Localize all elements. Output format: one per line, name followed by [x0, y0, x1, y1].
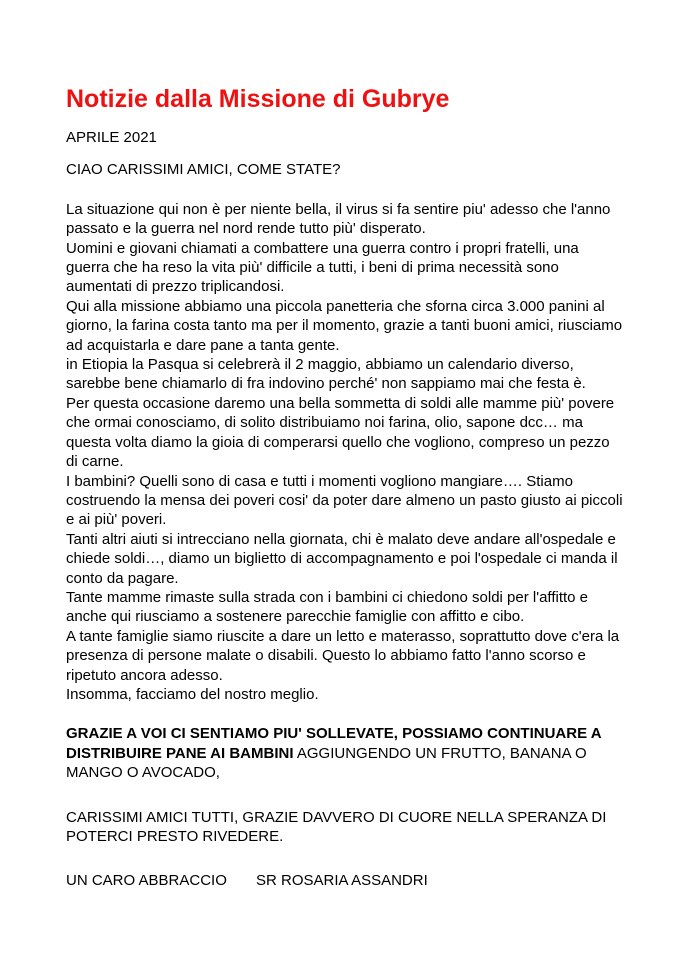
body-line: in Etiopia la Pasqua si celebrerà il 2 maggio, abbiamo un calendario diverso,	[66, 356, 574, 374]
body-line: presenza di persone malate o disabili. Questo lo abbiamo fatto l'anno scorso e	[66, 647, 586, 665]
thanks-line-2-text: AGGIUNGENDO UN FRUTTO, BANANA O	[293, 744, 587, 762]
body-line: Insomma, facciamo del nostro meglio.	[66, 685, 319, 703]
thanks-line-3: MANGO O AVOCADO,	[66, 764, 220, 782]
body-line: ripetuto ancora adesso.	[66, 666, 223, 684]
body-line: aumentati di prezzo triplicandosi.	[66, 278, 285, 296]
letter-title: Notizie dalla Missione di Gubrye	[66, 85, 450, 113]
thanks-line-2-bold-text: DISTRIBUIRE PANE AI BAMBINI	[66, 744, 294, 762]
body-line: La situazione qui non è per niente bella, il virus si fa sentire piu' adesso che l'anno	[66, 200, 611, 218]
body-line: che ormai conosciamo, di solito distribuiamo noi farina, olio, sapone dcc… ma	[66, 414, 583, 432]
body-line: questa volta diamo la gioia di comperarsi quello che vogliono, compreso un pezzo	[66, 433, 610, 451]
body-line: anche qui riusciamo a sostenere parecchie famiglie con affitto e cibo.	[66, 608, 525, 626]
body-line: Per questa occasione daremo una bella sommetta di soldi alle mamme più' povere	[66, 394, 615, 412]
body-line: I bambini? Quelli sono di casa e tutti i momenti vogliono mangiare…. Stiamo	[66, 472, 573, 490]
closing-line-2: POTERCI PRESTO RIVEDERE.	[66, 828, 284, 845]
body-line: Uomini e giovani chiamati a combattere una guerra contro i propri fratelli, una	[66, 239, 579, 257]
letter-page	[66, 84, 636, 891]
body-line: A tante famiglie siamo riuscite a dare un letto e materasso, soprattutto dove c'era la	[66, 627, 620, 645]
body-line: chiede soldi…, diamo un biglietto di accompagnamento e poi l'ospedale ci manda il	[66, 550, 618, 568]
thanks-line-2	[66, 744, 636, 763]
thanks-line-1-text: GRAZIE A VOI CI SENTIAMO PIU' SOLLEVATE, POSSIAMO CONTINUARE A	[66, 725, 602, 743]
body-line: sarebbe bene chiamarlo di fra indovino perché' non sappiamo mai che festa è.	[66, 375, 586, 393]
body-line: conto da pagare.	[66, 569, 179, 587]
body-line: costruendo la mensa dei poveri cosi' da poter dare almeno un pasto giusto ai piccoli	[66, 491, 623, 509]
thanks-line-1	[66, 724, 636, 743]
letter-body	[66, 200, 636, 705]
letter-greeting: CIAO CARISSIMI AMICI, COME STATE?	[66, 161, 341, 179]
body-line: di carne.	[66, 453, 124, 471]
body-line: e ai più' poveri.	[66, 511, 167, 529]
body-line: Qui alla missione abbiamo una piccola panetteria che sforna circa 3.000 panini al	[66, 297, 605, 315]
body-line: Tante mamme rimaste sulla strada con i bambini ci chiedono soldi per l'affitto e	[66, 588, 589, 606]
body-line: passato e la guerra nel nord rende tutto più' disperato.	[66, 220, 426, 238]
signature: UN CARO ABBRACCIO SR ROSARIA ASSANDRI	[66, 872, 428, 890]
body-line: ad acquistarla e dare pane a tanta gente.	[66, 336, 340, 354]
body-line: guerra che ha reso la vita più' difficile a tutti, i beni di prima necessità sono	[66, 259, 559, 277]
body-line: giorno, la farina costa tanto ma per il momento, grazie a tanti buoni amici, riusciamo	[66, 317, 623, 335]
letter-date: APRILE 2021	[66, 129, 157, 146]
body-line: Tanti altri aiuti si intrecciano nella giornata, chi è malato deve andare all'ospedale e	[66, 530, 616, 548]
closing-line-1: CARISSIMI AMICI TUTTI, GRAZIE DAVVERO DI CUORE NELLA SPERANZA DI	[66, 808, 607, 826]
